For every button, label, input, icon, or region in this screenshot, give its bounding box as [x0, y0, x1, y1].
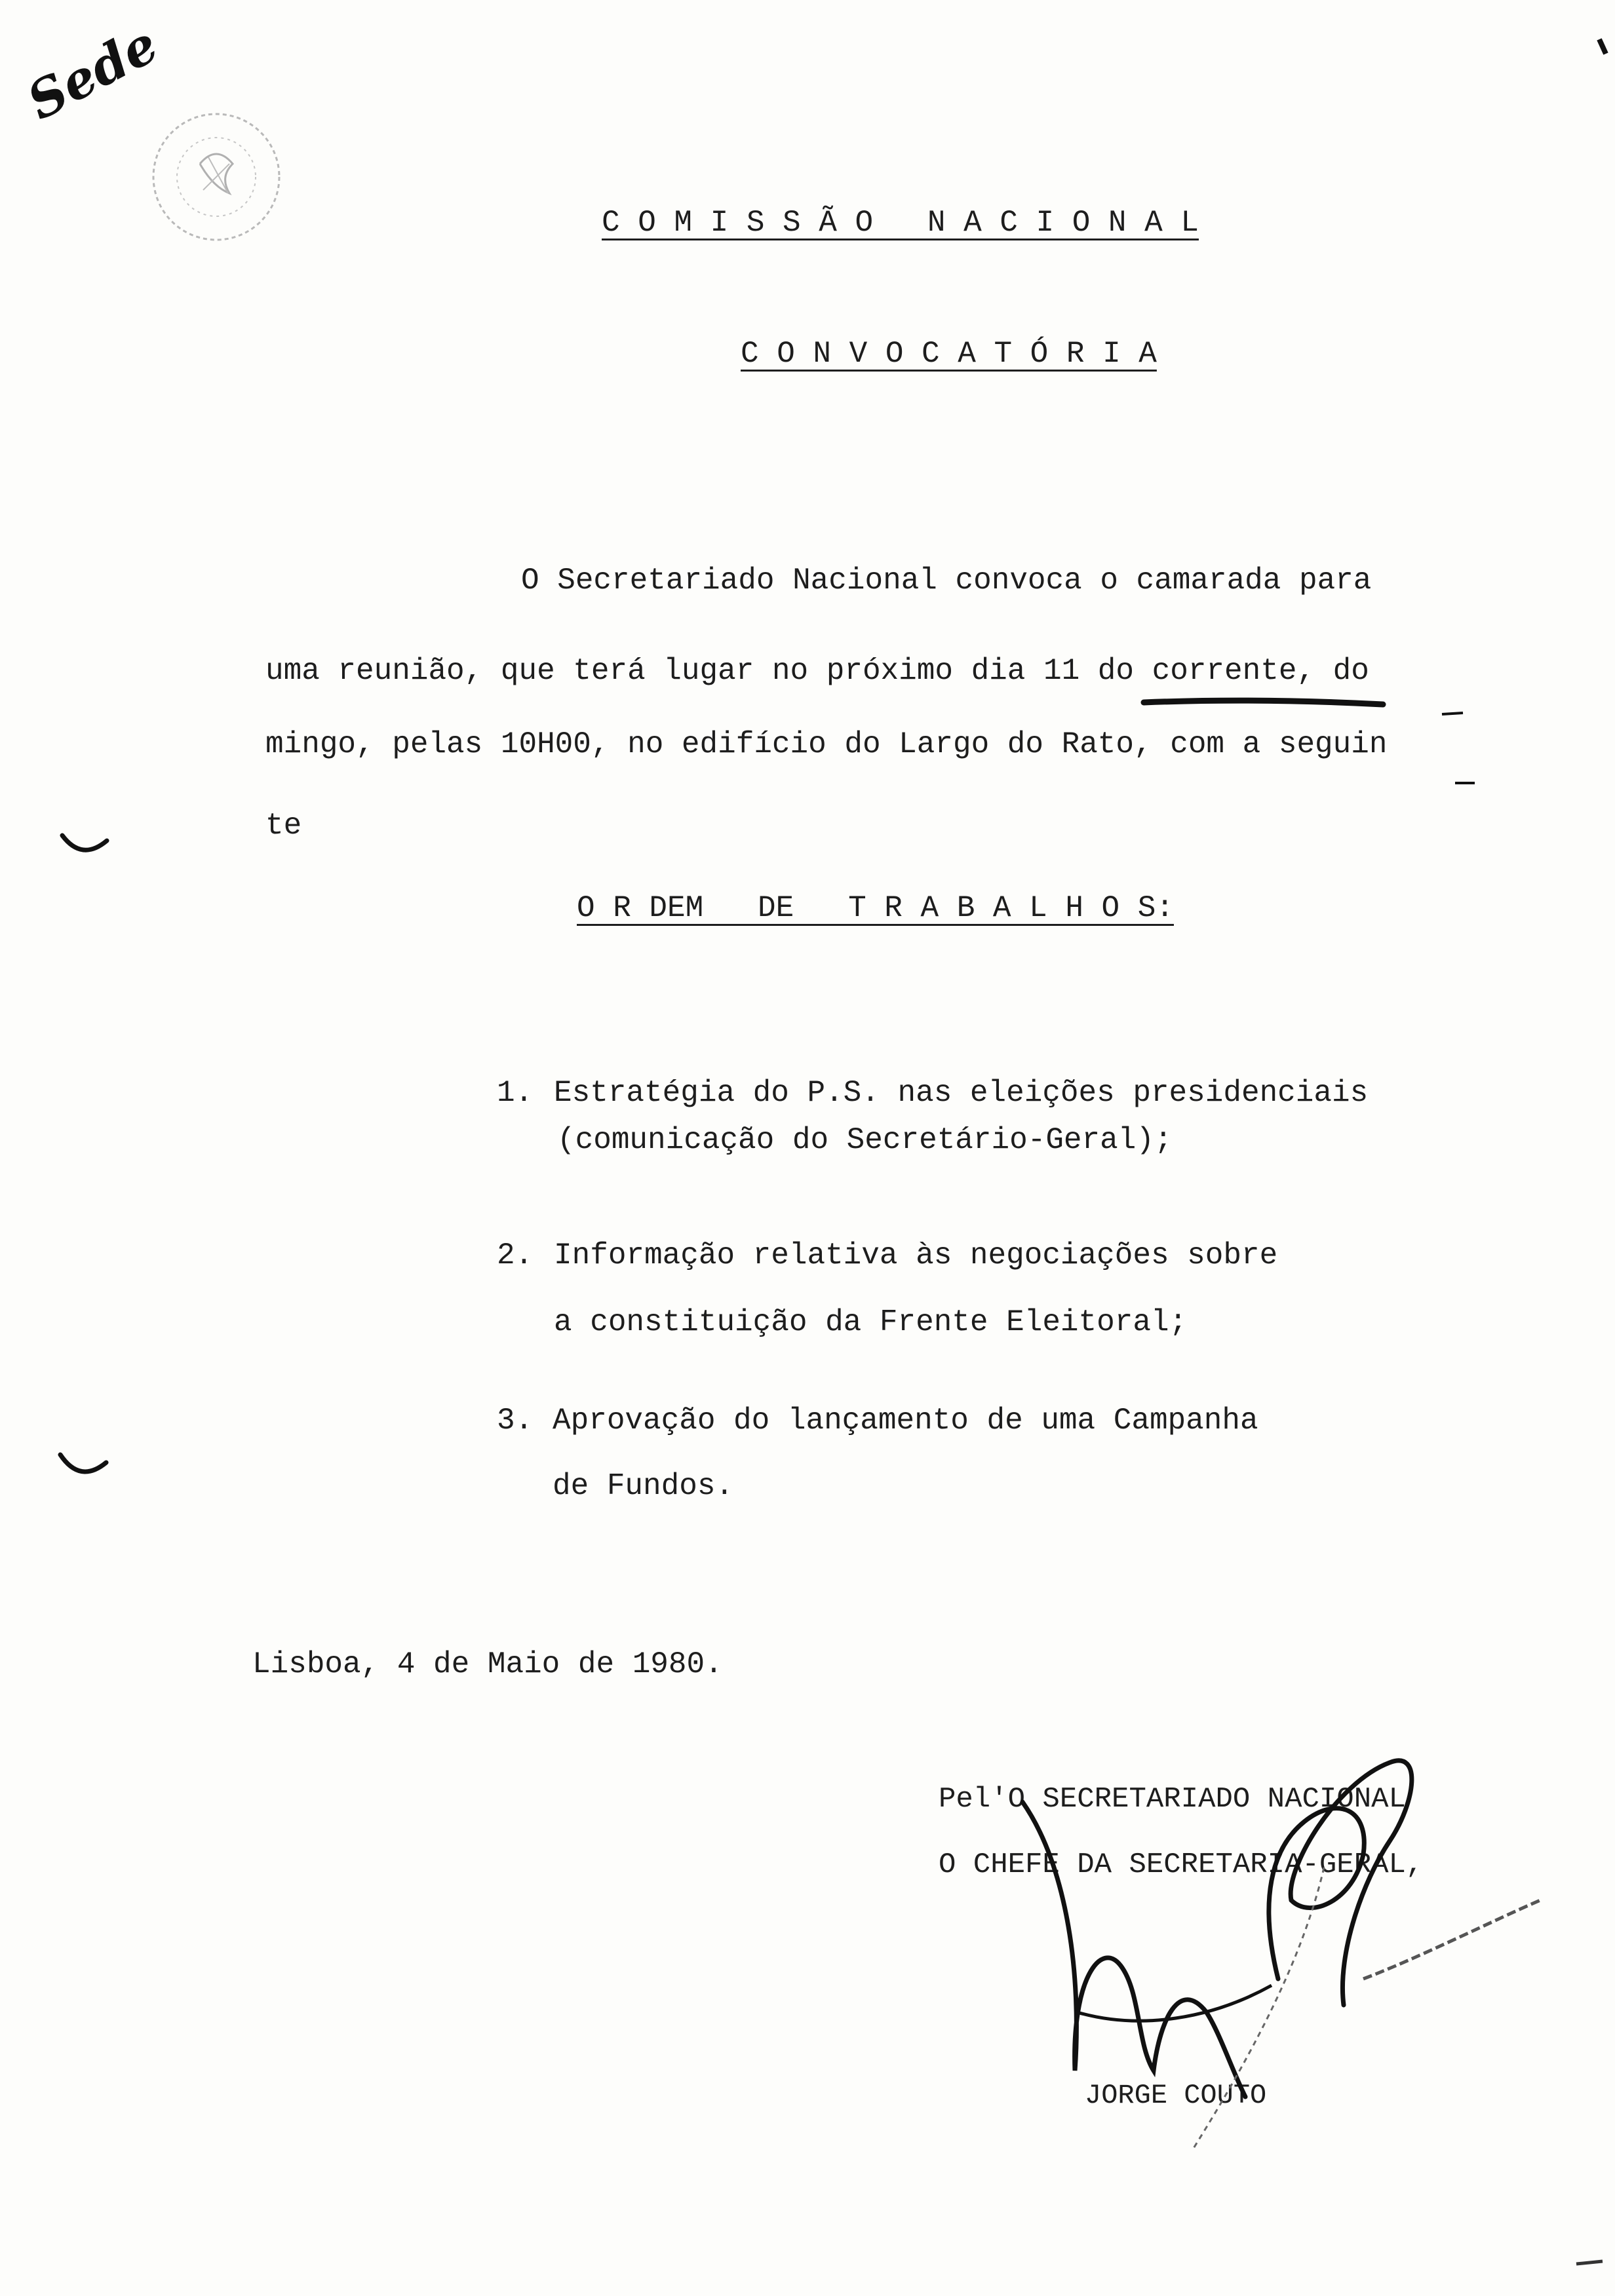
handwritten-note: Sede	[18, 14, 168, 132]
agenda-item-1-line-1: Estratégia do P.S. nas eleições presidenciais	[554, 1076, 1369, 1110]
body-line-1: O Secretariado Nacional convoca o camarada para	[521, 564, 1372, 598]
commission-heading: C O M I S S Ã O N A C I O N A L	[602, 206, 1199, 240]
handwritten-signature	[996, 1704, 1573, 2162]
signatory-name: JORGE COUTO	[1085, 2080, 1267, 2111]
agenda-item-2-number: 2.	[497, 1238, 534, 1272]
body-line-3: mingo, pelas 10H00, no edifício do Largo do Rato, com a seguin	[265, 727, 1388, 761]
agenda-title: O R DEM DE T R A B A L H O S:	[577, 891, 1174, 925]
agenda-item-2-line-1: Informação relativa às negociações sobre	[554, 1238, 1278, 1272]
convocation-heading: C O N V O C A T Ó R I A	[741, 337, 1157, 371]
signature-line-2: O CHEFE DA SECRETARIA-GERAL,	[939, 1848, 1424, 1881]
agenda-item-3-line-2: de Fundos.	[553, 1469, 734, 1503]
signature-line-1: Pel'O SECRETARIADO NACIONAL	[939, 1783, 1406, 1816]
agenda-item-3-line-1: Aprovação do lançamento de uma Campanha	[553, 1404, 1258, 1438]
agenda-item-1-line-2: (comunicação do Secretário-Geral);	[557, 1123, 1173, 1157]
agenda-item-1-number: 1.	[497, 1076, 534, 1110]
agenda-item-2-line-2: a constituição da Frente Eleitoral;	[554, 1305, 1188, 1339]
body-line-2: uma reunião, que terá lugar no próximo dia 11 do corrente, do	[265, 654, 1369, 688]
body-line-4: te	[265, 809, 302, 843]
agenda-item-3-number: 3.	[497, 1404, 534, 1438]
date-line: Lisboa, 4 de Maio de 1980.	[252, 1647, 723, 1681]
